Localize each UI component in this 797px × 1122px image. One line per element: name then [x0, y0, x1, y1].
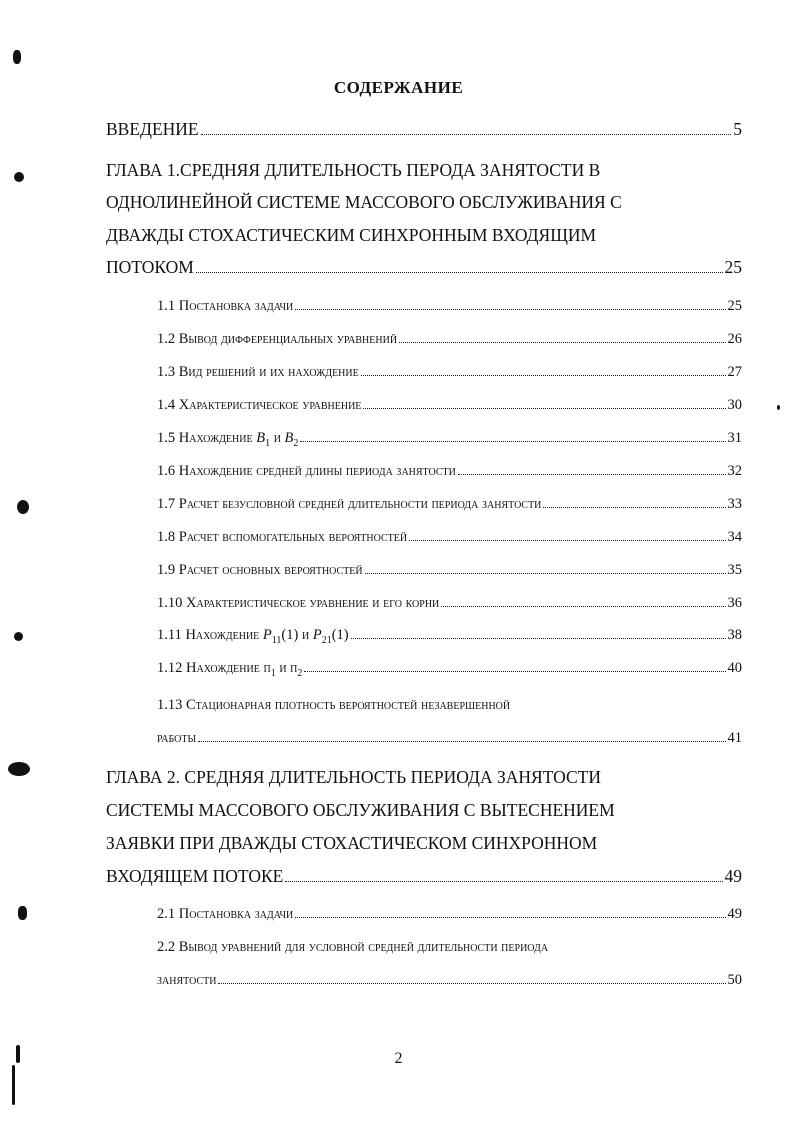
toc-entry-2-2[interactable] — [157, 972, 742, 989]
toc-label-text: 1.11 Нахождение — [157, 627, 260, 643]
math-argument: (1) — [331, 627, 349, 643]
math-symbol: P — [262, 627, 272, 643]
toc-page: 34 — [727, 529, 742, 545]
toc-page: 32 — [727, 463, 742, 479]
toc-page: 35 — [727, 562, 742, 578]
math-symbol: B — [284, 430, 294, 446]
dot-leader — [409, 540, 725, 541]
dot-leader — [441, 606, 725, 607]
toc-page: 31 — [727, 430, 742, 446]
toc-entry-1-13-line1[interactable]: 1.13 Стационарная плотность вероятностей незавершенной — [157, 697, 511, 713]
chapter2-heading-line: СИСТЕМЫ МАССОВОГО ОБСЛУЖИВАНИЯ С ВЫТЕСНЕНИЕМ — [106, 800, 615, 820]
toc-entry-2-1[interactable] — [157, 906, 742, 923]
math-symbol: P — [312, 627, 322, 643]
dot-leader — [295, 917, 725, 918]
toc-label: 1.2 Вывод дифференциальных уравнений — [157, 331, 398, 347]
toc-page: 49 — [724, 866, 742, 886]
math-subscript: 21 — [321, 634, 332, 646]
dot-leader — [218, 983, 725, 984]
toc-label: 1.6 Нахождение средней длины периода занятости — [157, 463, 456, 479]
toc-entry-chapter2[interactable] — [106, 866, 742, 887]
toc-page: 26 — [727, 331, 742, 347]
math-subscript: 2 — [297, 667, 303, 679]
toc-page: 5 — [733, 119, 742, 139]
toc-entry-chapter1[interactable] — [106, 257, 742, 278]
dot-leader — [198, 741, 725, 742]
scan-speck — [12, 1065, 15, 1105]
page-title: СОДЕРЖАНИЕ — [333, 78, 464, 97]
toc-entry-1-3[interactable] — [157, 364, 742, 381]
dot-leader — [543, 507, 725, 508]
chapter1-heading-line: ОДНОЛИНЕЙНОЙ СИСТЕМЕ МАССОВОГО ОБСЛУЖИВАНИЯ С — [106, 192, 622, 212]
math-subscript: 2 — [293, 437, 299, 449]
dot-leader — [363, 408, 725, 409]
chapter1-heading-line: ГЛАВА 1.СРЕДНЯЯ ДЛИТЕЛЬНОСТЬ ПЕРОДА ЗАНЯТОСТИ В — [106, 160, 601, 180]
toc-entry-1-2[interactable] — [157, 331, 742, 348]
dot-leader — [399, 342, 725, 343]
dot-leader — [458, 474, 726, 475]
toc-label: 1.9 Расчет основных вероятностей — [157, 562, 363, 578]
toc-label-text: 1.12 Нахождение — [157, 660, 260, 676]
toc-entry-1-8[interactable] — [157, 529, 742, 546]
dot-leader — [300, 441, 725, 442]
math-subscript: 1 — [265, 437, 271, 449]
toc-page: 25 — [724, 257, 742, 277]
toc-page: 38 — [727, 627, 742, 643]
math-symbol: π — [290, 660, 298, 676]
dot-leader — [196, 272, 723, 273]
chapter2-heading-line: ЗАЯВКИ ПРИ ДВАЖДЫ СТОХАСТИЧЕСКОМ СИНХРОННОМ — [106, 833, 598, 853]
toc-page: 33 — [727, 496, 742, 512]
math-subscript: 1 — [270, 667, 276, 679]
toc-entry-1-1[interactable] — [157, 298, 742, 315]
chapter1-heading-line: ДВАЖДЫ СТОХАСТИЧЕСКИМ СИНХРОННЫМ ВХОДЯЩИМ — [106, 225, 597, 245]
chapter2-heading-line: ГЛАВА 2. СРЕДНЯЯ ДЛИТЕЛЬНОСТЬ ПЕРИОДА ЗАНЯТОСТИ — [106, 767, 602, 787]
toc-label-conj: и — [301, 627, 310, 643]
toc-entry-1-11[interactable] — [157, 627, 742, 646]
toc-label: работы — [157, 730, 197, 746]
toc-label-conj: и — [273, 430, 281, 446]
toc-label: занятости — [157, 972, 217, 988]
scan-speck — [8, 762, 30, 776]
toc-page: 36 — [727, 595, 742, 611]
dot-leader — [365, 573, 726, 574]
toc-label — [157, 660, 302, 679]
math-subscript: 11 — [271, 634, 282, 646]
scan-speck — [14, 172, 24, 182]
toc-page: 50 — [727, 972, 742, 988]
toc-label — [157, 430, 298, 449]
toc-entry-1-9[interactable] — [157, 562, 742, 579]
dot-leader — [304, 671, 725, 672]
toc-label: 1.7 Расчет безусловной средней длительности периода занятости — [157, 496, 542, 512]
toc-entry-2-2-line1[interactable]: 2.2 Вывод уравнений для условной средней длительности периода — [157, 939, 549, 955]
toc-label-conj: и — [279, 660, 287, 676]
toc-label: ВВЕДЕНИЕ — [106, 119, 199, 139]
toc-page: 30 — [727, 397, 742, 413]
dot-leader — [201, 134, 732, 135]
toc-entry-1-5[interactable] — [157, 430, 742, 449]
scan-speck — [16, 1045, 20, 1063]
toc-entry-1-7[interactable] — [157, 496, 742, 513]
toc-label: 1.4 Характеристическое уравнение — [157, 397, 362, 413]
toc-label: 1.8 Расчет вспомогательных вероятностей — [157, 529, 408, 545]
math-symbol: π — [263, 660, 271, 676]
scan-speck — [13, 50, 21, 64]
toc-page: 49 — [727, 906, 742, 922]
toc-label: 2.1 Постановка задачи — [157, 906, 294, 922]
toc-entry-1-10[interactable] — [157, 595, 742, 612]
dot-leader — [285, 881, 722, 882]
toc-entry-1-13[interactable] — [157, 730, 742, 747]
page-number: 2 — [394, 1050, 403, 1067]
toc-page: 41 — [727, 730, 742, 746]
math-symbol: B — [256, 430, 266, 446]
scan-speck — [18, 906, 27, 920]
toc-entry-1-6[interactable] — [157, 463, 742, 480]
toc-page: 27 — [727, 364, 742, 380]
dot-leader — [295, 309, 725, 310]
toc-label: 1.3 Вид решений и их нахождение — [157, 364, 359, 380]
toc-page: 25 — [727, 298, 742, 314]
toc-label: 1.10 Характеристическое уравнение и его корни — [157, 595, 440, 611]
toc-label: 1.1 Постановка задачи — [157, 298, 294, 314]
dot-leader — [361, 375, 726, 376]
scan-speck — [17, 500, 29, 514]
toc-label: ПОТОКОМ — [106, 257, 194, 277]
toc-label-text: 1.5 Нахождение — [157, 430, 253, 446]
toc-page: 40 — [727, 660, 742, 676]
dot-leader — [351, 638, 726, 639]
toc-entry-intro[interactable] — [106, 119, 742, 140]
math-argument: (1) — [281, 627, 299, 643]
scan-speck — [777, 405, 780, 410]
toc-entry-1-4[interactable] — [157, 397, 742, 414]
scan-speck — [14, 632, 23, 641]
toc-label — [157, 627, 349, 646]
toc-label: ВХОДЯЩЕМ ПОТОКЕ — [106, 866, 284, 886]
toc-entry-1-12[interactable] — [157, 660, 742, 679]
